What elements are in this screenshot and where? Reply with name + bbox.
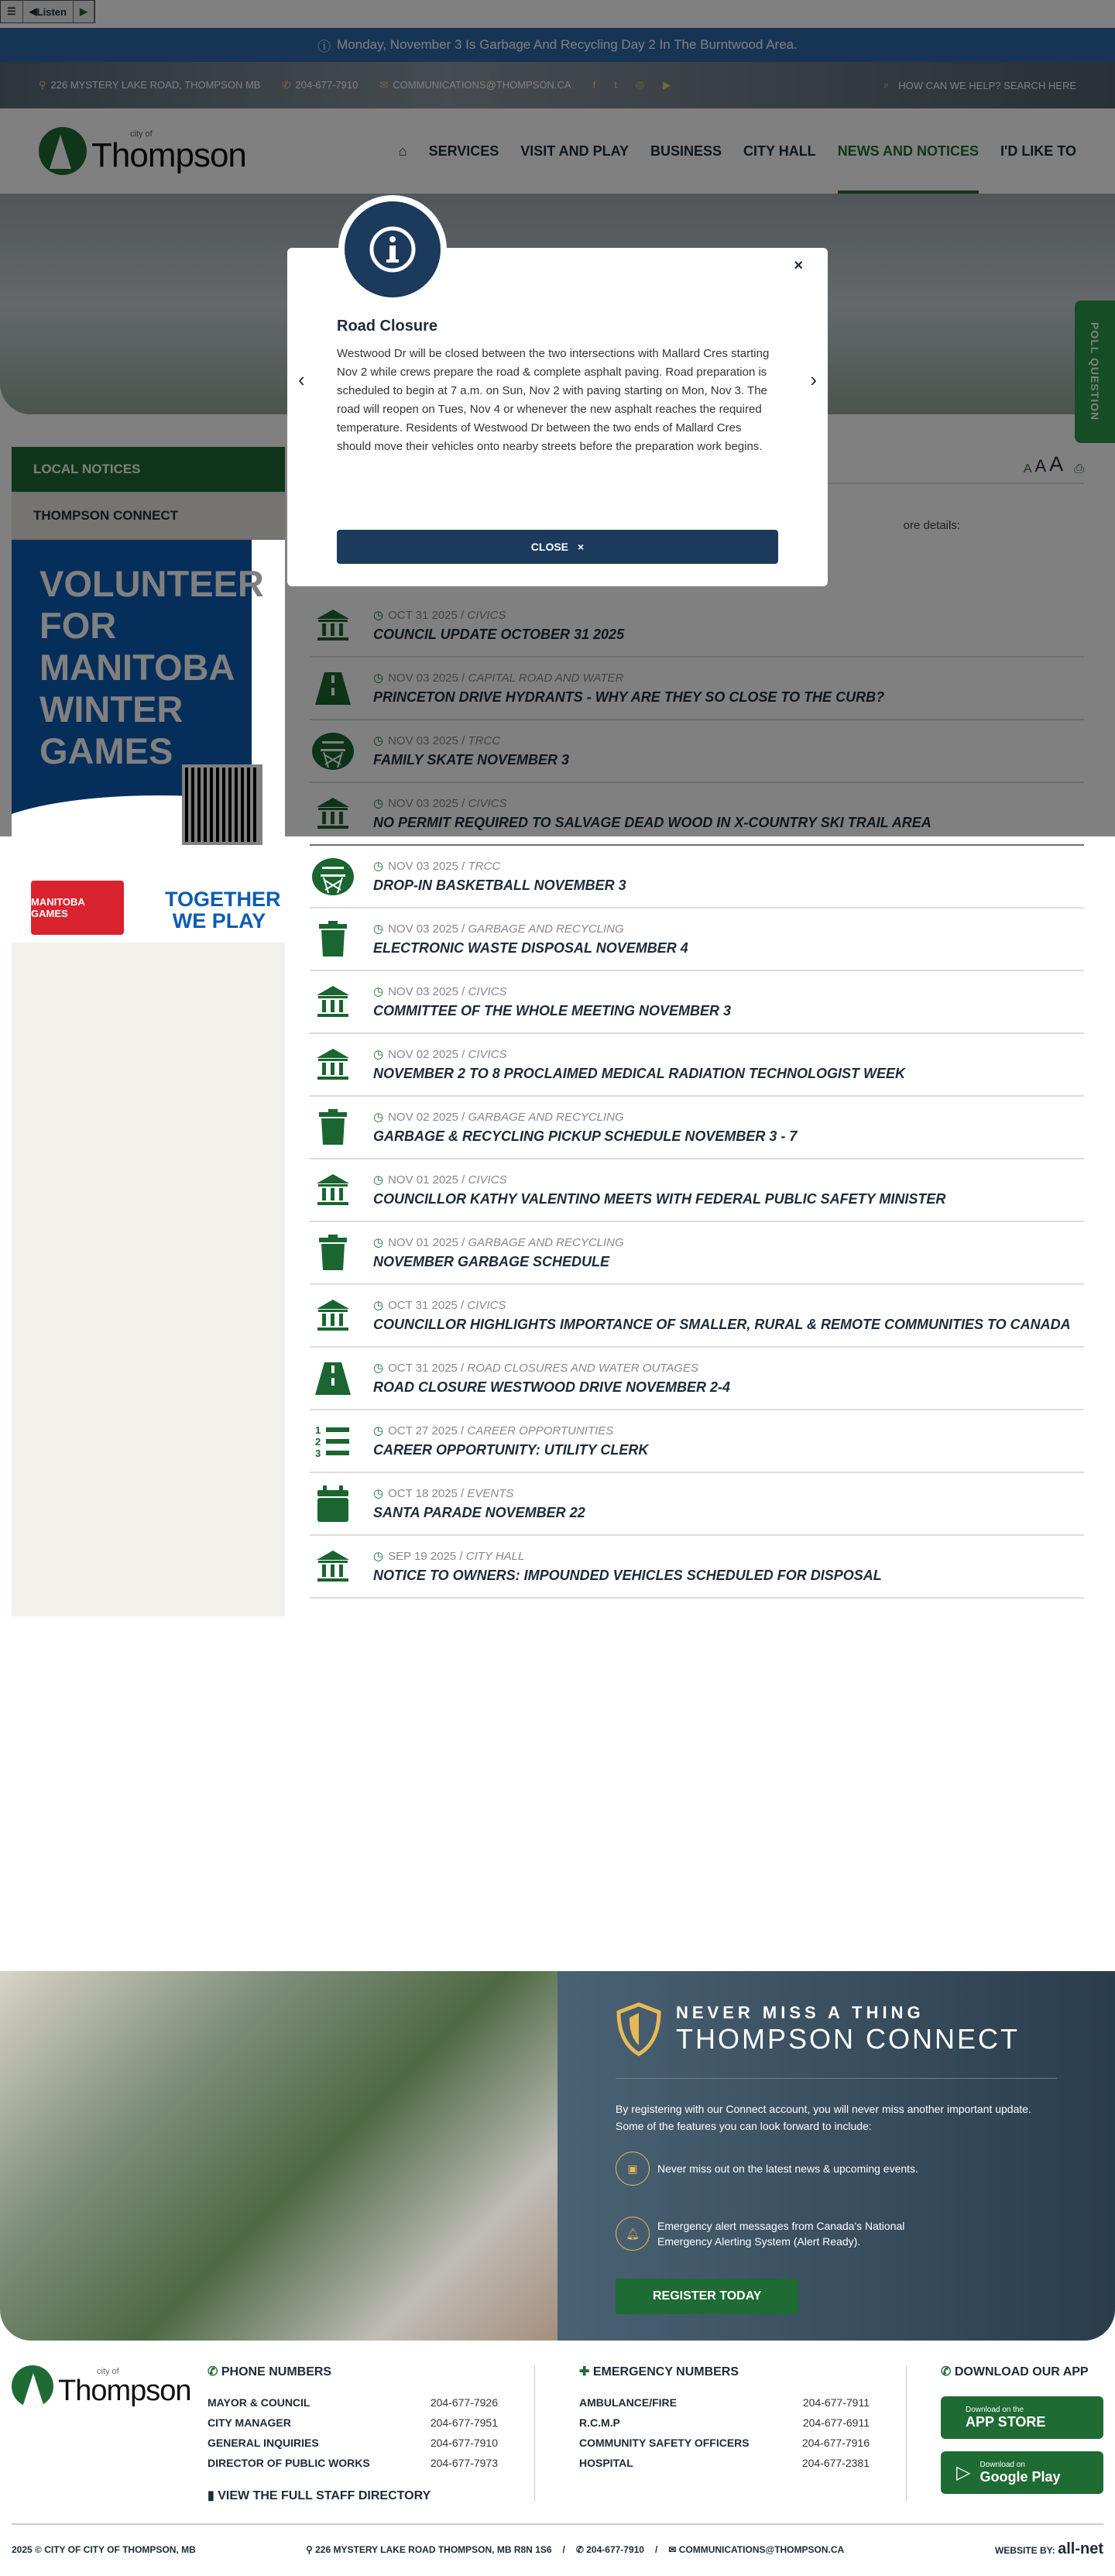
- email-icon: ✉: [379, 79, 389, 91]
- clock-icon: ◷: [373, 1299, 384, 1312]
- basketball-icon: [310, 857, 356, 896]
- notice-item[interactable]: [310, 1473, 1084, 1536]
- notice-meta: ◷ NOV 03 2025 / CIVICS: [373, 985, 507, 998]
- logo-name: Thompson: [91, 136, 246, 174]
- notice-title[interactable]: SANTA PARADE NOVEMBER 22: [373, 1505, 585, 1520]
- notice-category: CIVICS: [468, 797, 507, 810]
- clock-icon: ◷: [373, 734, 384, 747]
- address-link[interactable]: [39, 79, 260, 91]
- notice-date: NOV 02 2025: [388, 1048, 458, 1061]
- copyright: 2025 © CITY OF CITY OF THOMPSON, MB: [12, 2543, 196, 2555]
- contact-label: MAYOR & COUNCIL: [208, 2396, 310, 2409]
- footer-address[interactable]: [306, 2544, 552, 2555]
- clock-icon: ◷: [373, 797, 384, 810]
- listen-toolbar: [0, 0, 95, 23]
- logo-name: Thompson: [58, 2374, 191, 2407]
- notice-item[interactable]: [310, 1536, 1084, 1599]
- phone-numbers-heading: PHONE NUMBERS: [221, 2365, 332, 2379]
- notice-category: CIVICS: [468, 1048, 507, 1061]
- phone-text: 204-677-7910: [295, 79, 359, 91]
- emergency-numbers-column: [579, 2364, 870, 2477]
- city-logo[interactable]: [39, 127, 246, 175]
- poll-label: POLL QUESTION: [1089, 322, 1101, 421]
- trash-icon: [310, 1109, 356, 1146]
- contact-label: HOSPITAL: [579, 2457, 633, 2469]
- notice-item[interactable]: [310, 1285, 1084, 1348]
- clock-icon: ◷: [373, 1236, 384, 1249]
- clock-icon: ◷: [373, 1111, 384, 1124]
- main-nav: [399, 108, 1076, 194]
- notice-meta: ◷ NOV 03 2025 / TRCC: [373, 860, 501, 873]
- listen-label: Listen: [36, 5, 67, 18]
- notice-meta: ◷ NOV 02 2025 / CIVICS: [373, 1048, 507, 1061]
- download-app-heading: DOWNLOAD OUR APP: [954, 2365, 1089, 2379]
- clock-icon: ◷: [373, 1173, 384, 1187]
- info-icon: [338, 195, 447, 304]
- logo-small-text: city of: [97, 2366, 119, 2376]
- notice-item[interactable]: [310, 1222, 1084, 1285]
- notice-meta: ◷ OCT 31 2025 / ROAD CLOSURES AND WATER OUTAGES: [373, 1362, 699, 1375]
- website-by-label: WEBSITE BY:: [994, 2545, 1055, 2556]
- close-icon[interactable]: ×: [794, 257, 803, 274]
- contact-row: [208, 2457, 498, 2477]
- home-icon[interactable]: ⌂: [398, 143, 407, 159]
- separator: /: [654, 2543, 658, 2555]
- contact-number[interactable]: 204-677-7916: [801, 2437, 870, 2449]
- ad-badge: MANITOBA GAMES: [31, 881, 124, 935]
- shield-icon: [616, 2002, 662, 2056]
- site-header: [0, 108, 1115, 194]
- notice-meta: ◷ NOV 01 2025 / GARBAGE AND RECYCLING: [373, 1236, 624, 1249]
- sidebar-fill: [12, 943, 285, 1616]
- agency-logo: all-net: [1058, 2540, 1103, 2557]
- search-icon: ⌕: [883, 79, 890, 91]
- notice-item[interactable]: [310, 1034, 1084, 1097]
- phone-icon: ✆: [282, 79, 291, 91]
- intro-text: ore details:: [903, 519, 960, 532]
- phone-icon: ✆: [575, 2543, 587, 2555]
- tree-logo-icon: [12, 2365, 53, 2407]
- contact-number[interactable]: 204-677-7926: [430, 2396, 498, 2409]
- notice-category: GARBAGE AND RECYCLING: [468, 1111, 624, 1124]
- footer-phone[interactable]: [576, 2544, 644, 2555]
- close-button[interactable]: [337, 530, 778, 564]
- emergency-numbers-heading: EMERGENCY NUMBERS: [592, 2365, 739, 2379]
- footer-bottom: [12, 2523, 1103, 2558]
- footer-email[interactable]: [668, 2544, 844, 2555]
- ad-headline: VOLUNTEER FOR MANITOBA WINTER GAMES: [12, 540, 252, 842]
- contact-row: [579, 2416, 870, 2437]
- app-store-big: APP STORE: [966, 2413, 1046, 2430]
- staff-directory-link[interactable]: VIEW THE FULL STAFF DIRECTORY: [218, 2489, 431, 2502]
- email-link[interactable]: [379, 79, 571, 91]
- contact-number[interactable]: 204-677-7911: [802, 2396, 870, 2409]
- notice-category: CIVICS: [467, 609, 506, 622]
- contact-row: [208, 2437, 498, 2457]
- connect-title: THOMPSON CONNECT: [676, 2023, 1020, 2055]
- address-text: 226 MYSTERY LAKE ROAD, THOMPSON MB: [50, 79, 261, 91]
- divider: [906, 2366, 907, 2502]
- notice-meta: ◷ OCT 27 2025 / CAREER OPPORTUNITIES: [373, 1424, 614, 1437]
- contact-label: COMMUNITY SAFETY OFFICERS: [579, 2437, 750, 2449]
- nav-id-like-to[interactable]: I'D LIKE TO: [1000, 143, 1076, 159]
- clock-icon: ◷: [373, 1424, 384, 1437]
- notice-date: SEP 19 2025: [388, 1550, 457, 1563]
- laptop-photo: [0, 1971, 558, 2341]
- calendar-icon: ▣: [616, 2152, 650, 2186]
- notice-title[interactable]: PRINCETON DRIVE HYDRANTS - WHY ARE THEY SO CLOSE TO THE CURB?: [373, 689, 885, 705]
- notice-category: ROAD CLOSURES AND WATER OUTAGES: [467, 1362, 699, 1375]
- contact-number[interactable]: 204-677-6911: [802, 2416, 870, 2429]
- menu-icon[interactable]: ☰: [1, 1, 23, 22]
- notice-date: NOV 02 2025: [388, 1111, 458, 1124]
- facebook-icon[interactable]: f: [592, 79, 596, 91]
- location-pin-icon: ⚲: [39, 79, 46, 91]
- phone-link[interactable]: [282, 79, 358, 91]
- bell-icon: 🔔︎: [616, 2217, 650, 2251]
- notice-item[interactable]: [310, 846, 1084, 908]
- search-input[interactable]: [883, 79, 1076, 91]
- alert-banner: [0, 28, 1115, 62]
- contact-number[interactable]: 204-677-7951: [430, 2416, 498, 2429]
- notice-meta: ◷ OCT 18 2025 / EVENTS: [373, 1487, 514, 1500]
- thompson-connect-section: [0, 1971, 1115, 2341]
- svg-text:2: 2: [315, 1435, 321, 1448]
- notice-date: NOV 03 2025: [388, 922, 458, 936]
- notice-item[interactable]: [310, 1348, 1084, 1410]
- svg-text:3: 3: [315, 1447, 321, 1459]
- footer-logo[interactable]: [12, 2365, 191, 2407]
- font-medium-button[interactable]: A: [1034, 456, 1047, 476]
- notice-title[interactable]: NOTICE TO OWNERS: IMPOUNDED VEHICLES SCHEDULED FOR DISPOSAL: [373, 1568, 882, 1583]
- nav-city-hall[interactable]: CITY HALL: [743, 143, 816, 159]
- notice-title[interactable]: ELECTRONIC WASTE DISPOSAL NOVEMBER 4: [373, 940, 688, 956]
- phone-icon: ✆: [208, 2365, 221, 2379]
- footer-address-text: 226 MYSTERY LAKE ROAD THOMPSON, MB R8N 1S6: [315, 2543, 552, 2555]
- previous-arrow[interactable]: ‹: [298, 368, 305, 391]
- notice-date: NOV 03 2025: [388, 797, 458, 810]
- notice-item[interactable]: [310, 1159, 1084, 1222]
- notice-meta: ◷ NOV 03 2025 / TRCC: [373, 734, 501, 747]
- clock-icon: ◷: [373, 922, 384, 936]
- connect-description: By registering with our Connect account, you will never miss another important update. Some of the features you can look forward to include:: [616, 2103, 1031, 2132]
- modal-title: Road Closure: [337, 318, 438, 335]
- contact-row: [208, 2396, 498, 2416]
- footer: [0, 2347, 1115, 2576]
- youtube-icon[interactable]: ▶: [663, 79, 671, 91]
- clock-icon: ◷: [373, 1487, 384, 1500]
- google-play-icon: ▷: [956, 2462, 971, 2483]
- notice-title[interactable]: COUNCILLOR HIGHLIGHTS IMPORTANCE OF SMALLER, RURAL & REMOTE COMMUNITIES TO CANADA: [373, 1317, 1071, 1332]
- notice-category: CIVICS: [468, 1173, 507, 1187]
- notice-meta: ◷ NOV 01 2025 / CIVICS: [373, 1173, 507, 1187]
- notice-category: EVENTS: [467, 1487, 514, 1500]
- contact-row: [579, 2396, 870, 2416]
- close-icon: ×: [578, 541, 585, 553]
- connect-subtitle: NEVER MISS A THING: [676, 2003, 925, 2022]
- modal-body: Westwood Dr will be closed between the two intersections with Mallard Cres starting Nov 2 while crews prepare the road & complete asphalt paving. Road preparation is scheduled to begin at 7 a.m. on Sun, Nov 2 with paving starting on Mon, Nov 3. The road will reopen on Tues, Nov 4 or whenever the new asphalt reaches the required temperature. Residents of Westwood Dr between the two ends of Mallard Cres should move their vehicles onto nearby streets before the preparation work begins.: [337, 347, 770, 453]
- notices-list: [310, 595, 1084, 1599]
- notice-title[interactable]: COUNCIL UPDATE OCTOBER 31 2025: [373, 627, 625, 642]
- notice-date: OCT 31 2025: [388, 609, 458, 622]
- contact-row: [579, 2457, 870, 2477]
- phone-icon: ✆: [941, 2365, 955, 2379]
- civics-icon: [310, 608, 356, 644]
- app-store-button[interactable]: [941, 2396, 1103, 2439]
- basketball-icon: [310, 732, 356, 771]
- notice-date: OCT 31 2025: [388, 1299, 458, 1312]
- email-text: COMMUNICATIONS@THOMPSON.CA: [393, 79, 571, 91]
- sidebar-item-local-notices[interactable]: LOCAL NOTICES: [12, 447, 285, 493]
- notice-date: OCT 18 2025: [388, 1487, 458, 1500]
- clock-icon: ◷: [373, 1550, 384, 1563]
- notice-date: NOV 01 2025: [388, 1236, 458, 1249]
- footer-phone-text: 204-677-7910: [586, 2543, 644, 2555]
- info-icon: ⓘ: [317, 39, 331, 54]
- notice-meta: ◷ NOV 03 2025 / CIVICS: [373, 797, 507, 810]
- clock-icon: ◷: [373, 1048, 384, 1061]
- notice-meta: ◷ OCT 31 2025 / CIVICS: [373, 1299, 506, 1312]
- contact-bar: [0, 62, 1115, 108]
- notice-item[interactable]: [310, 1410, 1084, 1473]
- calendar-icon: [310, 1485, 356, 1523]
- email-icon: ✉: [668, 2543, 679, 2555]
- font-large-button[interactable]: A: [1049, 452, 1064, 476]
- trash-icon: [310, 1235, 356, 1272]
- notice-date: NOV 03 2025: [388, 671, 458, 685]
- notice-title[interactable]: GARBAGE & RECYCLING PICKUP SCHEDULE NOVEMBER 3 - 7: [373, 1128, 798, 1144]
- civics-icon: [310, 796, 356, 832]
- notice-date: NOV 01 2025: [388, 1173, 458, 1187]
- notice-title[interactable]: COUNCILLOR KATHY VALENTINO MEETS WITH FEDERAL PUBLIC SAFETY MINISTER: [373, 1191, 946, 1207]
- alert-text: Monday, November 3 Is Garbage And Recycling Day 2 In The Burntwood Area.: [337, 37, 798, 52]
- manitoba-games-ad[interactable]: [12, 540, 285, 943]
- notice-category: CAREER OPPORTUNITIES: [467, 1424, 614, 1437]
- register-today-button[interactable]: REGISTER TODAY: [616, 2279, 798, 2314]
- google-play-big: Google Play: [979, 2468, 1061, 2485]
- contact-label: DIRECTOR OF PUBLIC WORKS: [208, 2457, 370, 2469]
- notice-item[interactable]: [310, 595, 1084, 658]
- notice-title[interactable]: CAREER OPPORTUNITY: UTILITY CLERK: [373, 1442, 649, 1458]
- twitter-icon[interactable]: t: [614, 79, 617, 91]
- notice-date: OCT 27 2025: [388, 1424, 458, 1437]
- notice-title[interactable]: NOVEMBER GARBAGE SCHEDULE: [373, 1254, 610, 1269]
- google-play-button[interactable]: [941, 2451, 1103, 2494]
- logo-small-text: city of: [130, 129, 153, 139]
- qr-code: [182, 764, 262, 845]
- notice-meta: ◷ NOV 03 2025 / GARBAGE AND RECYCLING: [373, 922, 624, 936]
- clock-icon: ◷: [373, 985, 384, 998]
- notice-item[interactable]: [310, 720, 1084, 783]
- feature-text: Never miss out on the latest news & upcoming events.: [657, 2162, 918, 2175]
- civics-icon: [310, 984, 356, 1020]
- play-icon[interactable]: ▶: [74, 1, 94, 22]
- sidebar: [12, 447, 285, 1616]
- notice-meta: ◷ OCT 31 2025 / CIVICS: [373, 609, 506, 622]
- contact-label: R.C.M.P: [579, 2416, 620, 2429]
- notice-meta: ◷ SEP 19 2025 / CITY HALL: [373, 1550, 525, 1563]
- list-icon: [310, 1424, 356, 1459]
- website-credit[interactable]: [995, 2540, 1103, 2558]
- civics-icon: [310, 1047, 356, 1083]
- search-placeholder: HOW CAN WE HELP? SEARCH HERE: [898, 79, 1076, 91]
- print-icon[interactable]: ⎙: [1074, 462, 1084, 476]
- divider: [534, 2366, 535, 2502]
- book-icon: ▮: [208, 2489, 218, 2502]
- instagram-icon[interactable]: ◎: [635, 79, 645, 91]
- clock-icon: ◷: [373, 860, 384, 873]
- clock-icon: ◷: [373, 609, 384, 622]
- notice-category: TRCC: [468, 734, 501, 747]
- notice-modal: [287, 248, 828, 586]
- contact-label: AMBULANCE/FIRE: [579, 2396, 677, 2409]
- notice-item[interactable]: [310, 971, 1084, 1034]
- ad-tagline: TOGETHER WE PLAY: [165, 888, 281, 933]
- contact-label: GENERAL INQUIRIES: [208, 2437, 319, 2449]
- notice-title[interactable]: ROAD CLOSURE WESTWOOD DRIVE NOVEMBER 2-4: [373, 1379, 731, 1395]
- contact-label: CITY MANAGER: [208, 2416, 291, 2429]
- clock-icon: ◷: [373, 671, 384, 685]
- connect-panel: [558, 1971, 1115, 2341]
- notice-date: NOV 03 2025: [388, 985, 458, 998]
- notice-title[interactable]: NOVEMBER 2 TO 8 PROCLAIMED MEDICAL RADIATION TECHNOLOGIST WEEK: [373, 1066, 906, 1081]
- notice-title[interactable]: COMMITTEE OF THE WHOLE MEETING NOVEMBER 3: [373, 1003, 732, 1018]
- notice-item[interactable]: [310, 1097, 1084, 1159]
- nav-visit-and-play[interactable]: VISIT AND PLAY: [520, 143, 629, 159]
- notice-meta: ◷ NOV 03 2025 / CAPITAL ROAD AND WATER: [373, 671, 624, 685]
- sidebar-item-thompson-connect[interactable]: THOMPSON CONNECT: [12, 493, 285, 540]
- road-icon: [310, 671, 356, 706]
- medical-icon: ✚: [579, 2365, 593, 2379]
- contact-number[interactable]: 204-677-2381: [801, 2457, 870, 2469]
- clock-icon: ◷: [373, 1362, 384, 1375]
- svg-text:1: 1: [315, 1424, 321, 1436]
- contact-row: [579, 2437, 870, 2457]
- contact-number[interactable]: 204-677-7910: [430, 2437, 498, 2449]
- notice-title[interactable]: NO PERMIT REQUIRED TO SALVAGE DEAD WOOD IN X-COUNTRY SKI TRAIL AREA: [373, 815, 931, 830]
- notice-category: CITY HALL: [465, 1550, 525, 1563]
- notice-category: TRCC: [468, 860, 501, 873]
- contact-number[interactable]: 204-677-7973: [430, 2457, 498, 2469]
- notice-category: CIVICS: [468, 985, 507, 998]
- notice-title[interactable]: DROP-IN BASKETBALL NOVEMBER 3: [373, 878, 626, 893]
- feature-item: [616, 2152, 1057, 2186]
- notice-item[interactable]: [310, 783, 1084, 846]
- notice-category: GARBAGE AND RECYCLING: [468, 1236, 624, 1249]
- separator: /: [562, 2543, 565, 2555]
- phone-numbers-column: [208, 2364, 498, 2520]
- trash-icon: [310, 921, 356, 958]
- nav-news-and-notices[interactable]: NEWS AND NOTICES: [838, 108, 979, 194]
- notice-item[interactable]: [310, 908, 1084, 971]
- notice-category: CAPITAL ROAD AND WATER: [468, 671, 624, 685]
- feature-text: Emergency alert messages from Canada's National Emergency Alerting System (Alert Ready).: [657, 2220, 905, 2248]
- app-store-small: Download on the: [966, 2405, 1024, 2414]
- font-small-button[interactable]: A: [1023, 462, 1032, 476]
- civics-icon: [310, 1298, 356, 1334]
- close-label: CLOSE: [530, 541, 569, 553]
- civics-icon: [310, 1173, 356, 1208]
- nav-business[interactable]: BUSINESS: [650, 143, 722, 159]
- road-icon: [310, 1361, 356, 1396]
- next-arrow[interactable]: ›: [810, 368, 817, 391]
- footer-email-text: COMMUNICATIONS@THOMPSON.CA: [678, 2543, 845, 2555]
- download-app-column: [941, 2364, 1103, 2506]
- notice-category: GARBAGE AND RECYCLING: [468, 922, 624, 936]
- notice-meta: ◷ NOV 02 2025 / GARBAGE AND RECYCLING: [373, 1111, 624, 1124]
- contact-row: [208, 2416, 498, 2437]
- notice-item[interactable]: [310, 658, 1084, 720]
- listen-button[interactable]: ◀ Listen: [23, 1, 74, 22]
- google-play-small: Download on: [979, 2460, 1025, 2469]
- nav-services[interactable]: SERVICES: [428, 143, 499, 159]
- civics-icon: [310, 1549, 356, 1585]
- notice-date: NOV 03 2025: [388, 860, 458, 873]
- notice-date: OCT 31 2025: [388, 1362, 458, 1375]
- poll-question-tab[interactable]: [1075, 301, 1115, 443]
- notice-title[interactable]: FAMILY SKATE NOVEMBER 3: [373, 752, 570, 768]
- tree-logo-icon: [39, 127, 87, 175]
- notice-category: CIVICS: [467, 1299, 506, 1312]
- notice-date: NOV 03 2025: [388, 734, 458, 747]
- location-pin-icon: ⚲: [306, 2543, 316, 2555]
- feature-item: [616, 2217, 1057, 2251]
